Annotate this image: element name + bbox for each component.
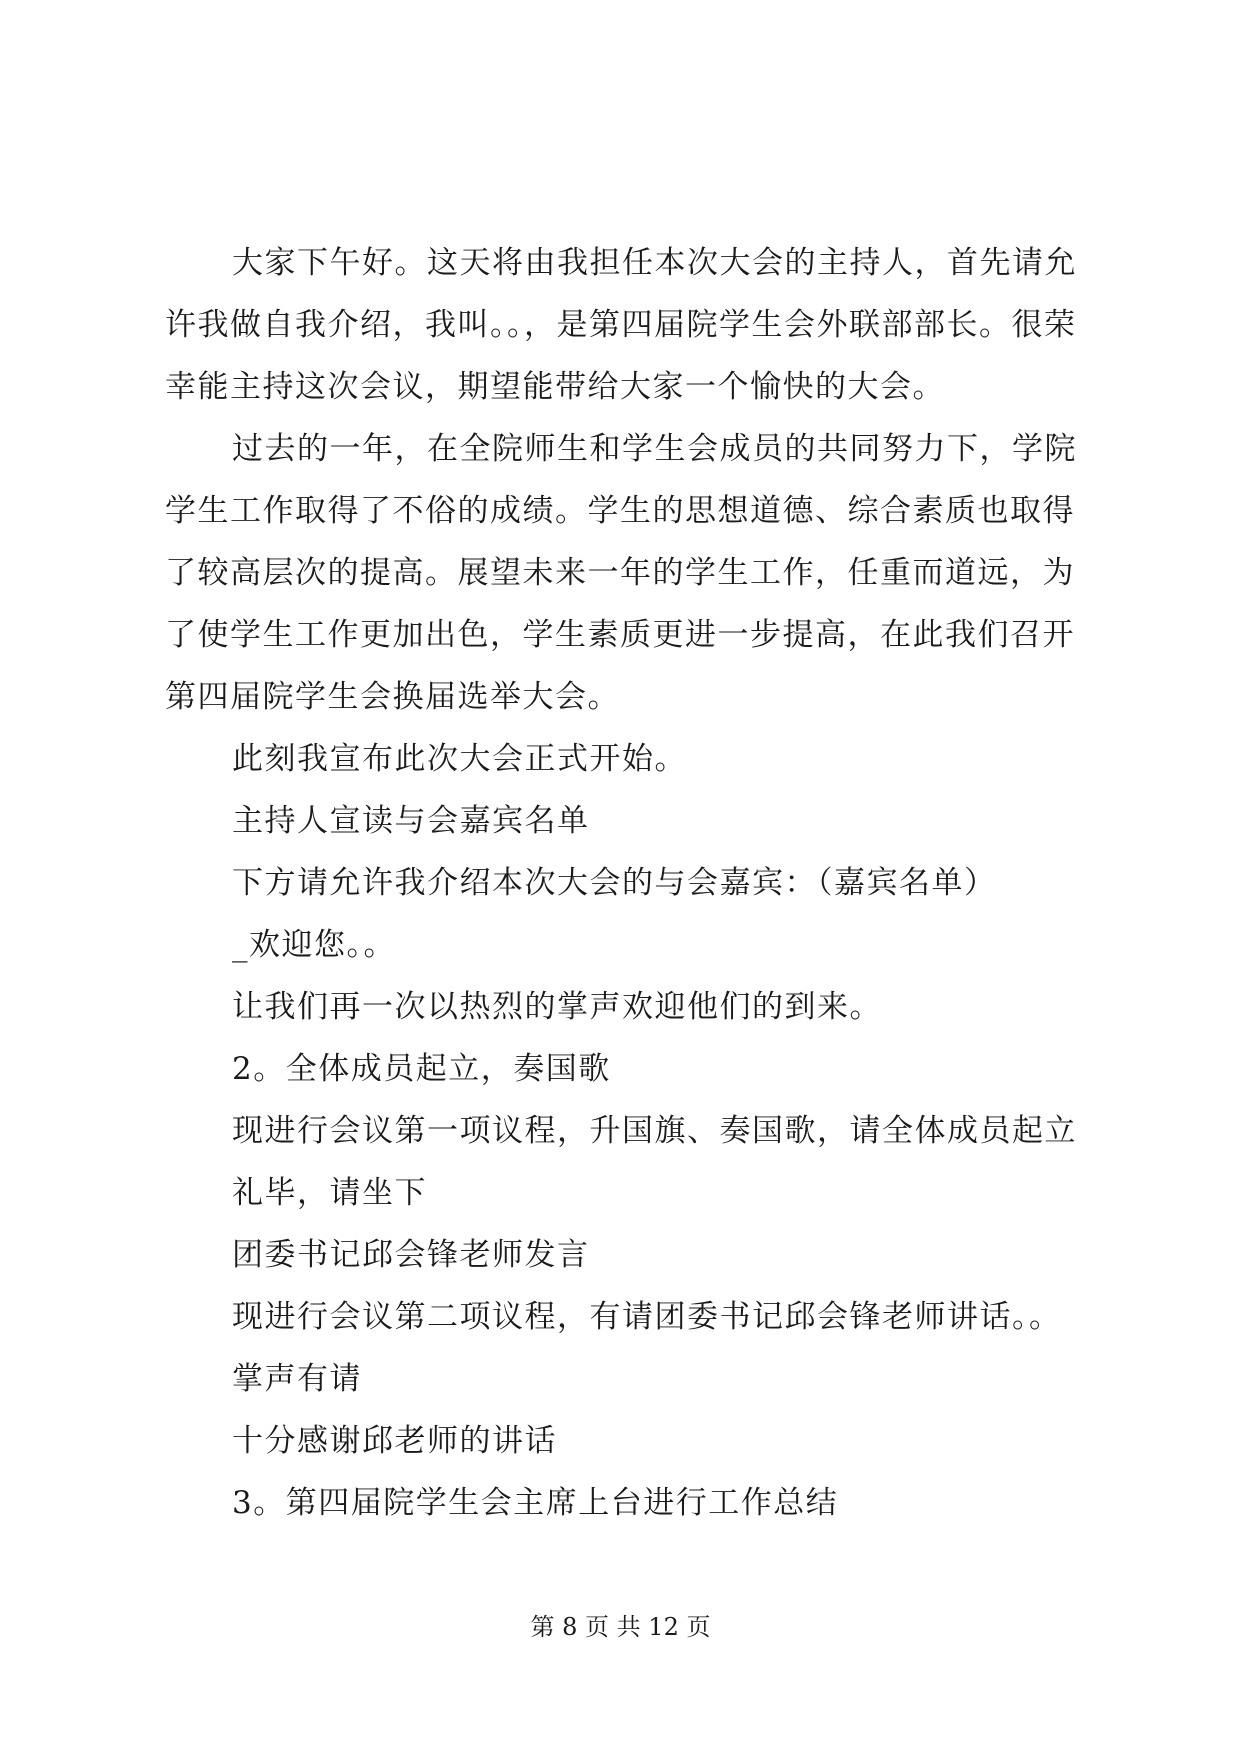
document-body (165, 232, 1085, 1534)
text-line: 主持人宣读与会嘉宾名单 (232, 803, 590, 839)
text-line: 许我做自我介绍，我叫。。，是第四届院学生会外联部部长。很荣 (165, 307, 1077, 343)
paragraph-review (165, 418, 1085, 728)
text-line: 现进行会议第一项议程，升国旗、奏国歌，请全体成员起立 (232, 1113, 1077, 1149)
text-line: 礼毕，请坐下 (232, 1175, 427, 1211)
text-line: 第四届院学生会换届选举大会。 (165, 679, 620, 715)
text-line: 了较高层次的提高。展望未来一年的学生工作，任重而道远，为 (165, 555, 1075, 591)
text-line: _欢迎您。。 (232, 927, 396, 963)
text-line: 下方请允许我介绍本次大会的与会嘉宾：（嘉宾名单） (232, 865, 997, 901)
text-line: 幸能主持这次会议，期望能带给大家一个愉快的大会。 (165, 369, 945, 405)
text-line: 十分感谢邱老师的讲话 (232, 1423, 557, 1459)
text-line: 学生工作取得了不俗的成绩。学生的思想道德、综合素质也取得 (165, 493, 1075, 529)
text-line: 掌声有请 (232, 1361, 362, 1397)
text-line: 让我们再一次以热烈的掌声欢迎他们的到来。 (232, 989, 882, 1025)
text-line: 团委书记邱会锋老师发言 (232, 1237, 590, 1273)
text-line: 此刻我宣布此次大会正式开始。 (232, 741, 687, 777)
text-line: 了使学生工作更加出色，学生素质更进一步提高，在此我们召开 (165, 617, 1075, 653)
text-line: 现进行会议第二项议程，有请团委书记邱会锋老师讲话。。 (232, 1299, 1062, 1335)
text-line: 大家下午好。这天将由我担任本次大会的主持人，首先请允 (232, 245, 1077, 281)
paragraph-opening (165, 232, 1085, 418)
text-line: 3。第四届院学生会主席上台进行工作总结 (232, 1485, 839, 1521)
text-line: 2。全体成员起立，奏国歌 (232, 1051, 611, 1087)
text-line: 过去的一年，在全院师生和学生会成员的共同努力下，学院 (232, 431, 1077, 467)
page-footer: 第 8 页 共 12 页 (530, 1613, 711, 1641)
